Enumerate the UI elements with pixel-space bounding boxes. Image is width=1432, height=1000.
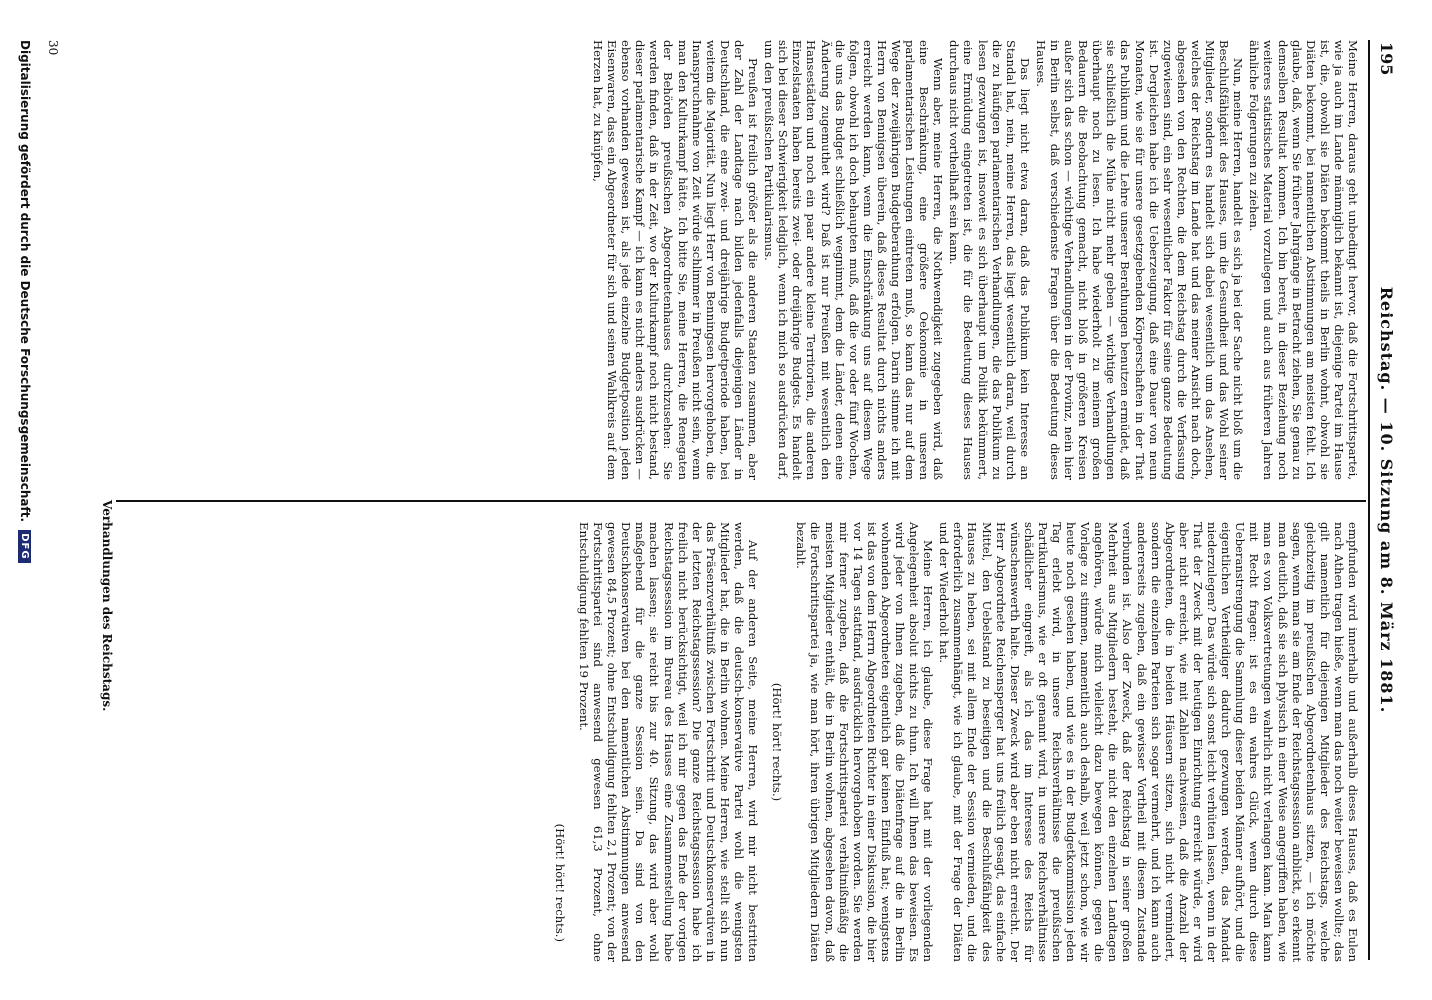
verhandlungen-footer: Verhandlungen des Reichstags. (100, 500, 114, 712)
paragraph: Nun, meine Herren, handelt es sich ja bei der Sache nicht bloß um die Beschlußfähigkeit des Hauses, um die Gesundheit und das Wohl seiner Mitglieder, sondern es handelt sich dabei wesentlich um das Ansehen, welches der Reichstag im Lande hat und das meiner Ansicht nach doch, abgesehen von den Rechten, die dem Reichstag durch die Verfassung zugewiesen sind, ein sehr wesentlicher Faktor für seine ganze Bedeutung ist. Dergleichen habe ich die Ueberzeugung, daß eine Dauer von neun Monaten, wie sie für unsere gesetzgebenden Körperschaften in der That das Publikum und die Lehre unserer Berathungen benutzen ermüdet, daß sie schließlich die Mühe nicht mehr geben — wichtige Verhandlungen überhaupt noch zu lesen. Ich habe wiederholt zu meinem großen Bedauern die Beobachtung gemacht, nicht bloß in größeren Kreisen außer sich das schon — wichtige Verhandlungen in der Provinz, nein hier in Berlin selbst, daß verschiedenste Fragen über die Bedeutung dieses Hauses. (1033, 40, 1246, 480)
paragraph: Meine Herren, daraus geht unbedingt hervor, daß die Fortschrittspartei, wie ja auch im Lande mänmiglich bekannt ist, diejenige Partei im Hause ist, die, obwohl sie Diäten bekommt theils in Berlin wohnt, obwohl sie Diäten bekommt, bei namentlichen Abstimmungen am meisten fehlt. Ich glaube, daß, wenn Sie frühere Jahrgänge in Betracht ziehen, Sie genau zu demselben Resultat kommen. Ich bin bereit, in dieser Beziehung noch weiteres statistisches Material vorzulegen und auch aus früheren Jahren ähnliche Folgerungen zu ziehen. (1247, 40, 1360, 480)
dfg-logo-icon: DFG (18, 530, 31, 562)
page-title: Reichstag. — 10. Sitzung am 8. März 1881. (1377, 286, 1396, 714)
signature-mark: 30 (46, 40, 60, 56)
paragraph: Das liegt nicht etwa daran, daß das Publikum kein Interesse an Standal hat, nein, meine Herren, das liegt wesentlich daran, weil durch die zu häufigen parlamentarischen Verhandlungen, die das Publikum zu lesen gezwungen ist, insoweit es sich überhaupt um Politik bekümmert, eine Ermüdung eingetreten ist, die für die Bedeutung dieses Hauses durchaus nicht vortheilhaft sein kann. (947, 40, 1032, 480)
paragraph: Meine Herren, ich glaube, diese Frage hat mit der vorliegenden Angelegenheit absolut nichts zu thun. Ich will Ihnen das beweisen. Es wird jeder von Ihnen zugeben, daß die Diätenfrage auf die in Berlin wohnenden Abgeordneten eigentlich gar keinen Einfluß hat; wenigstens ist das von dem Herrn Abgeordneten Richter in einer Diskussion, die hier vor 14 Tagen stattfand, ausdrücklich hervorgehoben worden. Sie werden mir ferner zugeben, daß die Fortschrittspartei verhältnißmäßig die meisten Mitglieder enthält, die in Berlin wohnen, abgesehen davon, daß die Fortschrittspartei ja, wie man hört, ihren übrigen Mitgliedern Diäten bezahlt. (794, 522, 936, 962)
digitization-text: Digitalisierung gefördert durch die Deutsche Forschungsgemeinschaft. (18, 40, 32, 523)
paragraph: Wenn aber, meine Herren, die Nothwendigkeit zugegeben wird, daß eine Beschränkung, eine größere Oekonomie in unseren parlamentarischen Leistungen eintreten muß, so kann das nur auf dem Wege der zweijährigen Budgetberathung erfolgen. Darin stimme ich mit Herrn von Bennigsen überein, daß dieses Resultat durch nichts anders erreicht werden kann, wenn die Einschränkung uns auf diesem Wege folgen, obwohl ich doch behaupten muß, daß die vor oder fünf Wochen, die uns das Budget schließlich wegnimmt, dem die Länder, denen eine Änderung zugemuthet wird? Daß ist nur Preußen mit wesentlich den Hansestädten und noch ein paar andere kleine Territorien, die anderen Einzelstaaten haben bereits zwei- oder dreijährige Budgets. Es handelt sich bei dieser Schwierigkeit lediglich, wenn ich mich so ausdrücken darf, um den preußischen Partikularismus. (762, 40, 946, 480)
paragraph: Auf der anderen Seite, meine Herren, wird mir nicht bestritten werden, daß die deutsch-konservative Partei wohl die wenigsten Mitglieder hat, die in Berlin wohnen. Meine Herren, wie stellt sich nun das Präsenzverhältniß zwischen Fortschritt und Deutschkonservativen in der letzten Reichstagssession? Die ganze Reichstagssession habe ich freilich nicht berücksichtigt, weil ich mir gegen das Ende der vorigen Reichstagssession im Bureau des Hauses eine Zusammenstellung habe machen lassen; sie reicht bis zur 40. Sitzung, das wird aber wohl maßgebend für die ganze Session sein. Da sind von den Deutschkonservativen bei den namentlichen Abstimmungen anwesend gewesen 84,5 Prozent; ohne Entschuldigung fehlten 2,1 Prozent; von der Fortschrittspartei sind anwesend gewesen 61,3 Prozent, ohne Entschuldigung fehlten 19 Prozent. (577, 522, 761, 962)
left-column (589, 40, 1360, 480)
right-column (543, 522, 1360, 962)
interjection: (Hört! hört! rechts.) (552, 823, 567, 942)
page-header (1366, 40, 1396, 960)
paragraph: Preußen ist freilich größer als die anderen Staaten zusammen, aber der Zahl der Landtage nach bilden jedenfalls diejenigen Länder in Deutschland, die eine zwei- und dreijährige Budgetperiode haben, bei weitem die Majorität. Nun liegt Herr von Benningsen hervorgehoben, die Inanspruchnahme von Zeit würde schlimmer in Preußen nicht sein, wenn man den Kulturkampf hätte. Ich bitte Sie, meine Herren, die Renegaten der Behörden preußischen Abgeordnetenhauses durchzusehen: Sie werden finden, daß in der Zeit, wo der Kulturkampf noch nicht bestand, dieser parlamentarische Kampf — ich kann es nicht anders ausdrücken — ebenso vorhanden gewesen ist, als jede einzelne Budgetposition jeden Eisenwaren, dass ein Abgeordneter für sich und seinen Wahlkreis auf dem Herzen hat, zu knüpfen, (591, 40, 761, 480)
paragraph: empfunden wird innerhalb und außerhalb dieses Hauses, daß es Eulen nach Athen tragen hieße, wenn man das noch weiter beweisen wollte; das gilt namentlich für diejenigen Mitglieder des Reichstags, welche gleichzeitig im preußischen Abgeordnetenhaus sitzen, — ich möchte sagen, wenn man sie am Ende der Reichstagssession anblickt, so erkennt man deutlich, daß sie sich physisch in einer Weise angegriffen haben, wie man es von Volksvertretungen wahrlich nicht verlangen kann. Man kann mit Recht fragen: ist es ein wahres Glück, wenn durch diese Ueberanstrengung die Sammlung dieser beiden Männer aufhört, und die eigentlichen Vertheidiger dadurch gezwungen werden, das Mandat niederzulegen? Das würde sich sonst leicht verhüten lassen, wenn in der That der Zweck mit der heutigen Einrichtung erreicht würde, er wird aber nicht erreicht, wie mit Zahlen nachweisen, daß die Anzahl der Abgeordneten, die in beiden Häusern sitzen, sich nicht vermindert, sondern die einzelnen Parteien sich sogar vermehrt, und ich kann auch andererseits zugeben, daß ein gewisser Vortheil mit diesem Zustande verbunden ist. Also der Zweck, daß der Reichstag in seiner großen Mehrheit aus Mitgliedern besteht, die nicht den einzelnen Landtagen angehören, würde mich vielleicht dazu bewegen können, gegen die Vorlage zu stimmen, namentlich auch deshalb, weil jetzt schon, wie wir heute noch gesehen haben, und wie es in der Budgetkommission jeden Tag erlebt wird, in unsere Reichsverhältnisse die preußischen Partikularismus, wie er oft genannt wird, in unsere Reichsverhältnisse schädlicher eingreift, als ich das im Interesse des Reichs für wünschenswerth halte. Dieser Zweck wird aber eben nicht erreicht. Der Herr Abgeordnete Reichensperger hat uns freilich gesagt, das einfache Mittel, den Uebelstand zu beseitigen und die Beschlußfähigkeit des Hauses zu heben, sei mit allem Ende der Session vermieden, und die erforderlich zusammenhängt, wie ich glaube, mit der Frage der Diäten und der Wiederholt hat. (937, 522, 1360, 962)
header-rule (1368, 40, 1370, 960)
page-number: 195 (1377, 42, 1396, 76)
digitization-note (18, 40, 32, 980)
interjection: (Hört! hört! rechts.) (770, 682, 785, 802)
column-divider (116, 500, 1366, 502)
